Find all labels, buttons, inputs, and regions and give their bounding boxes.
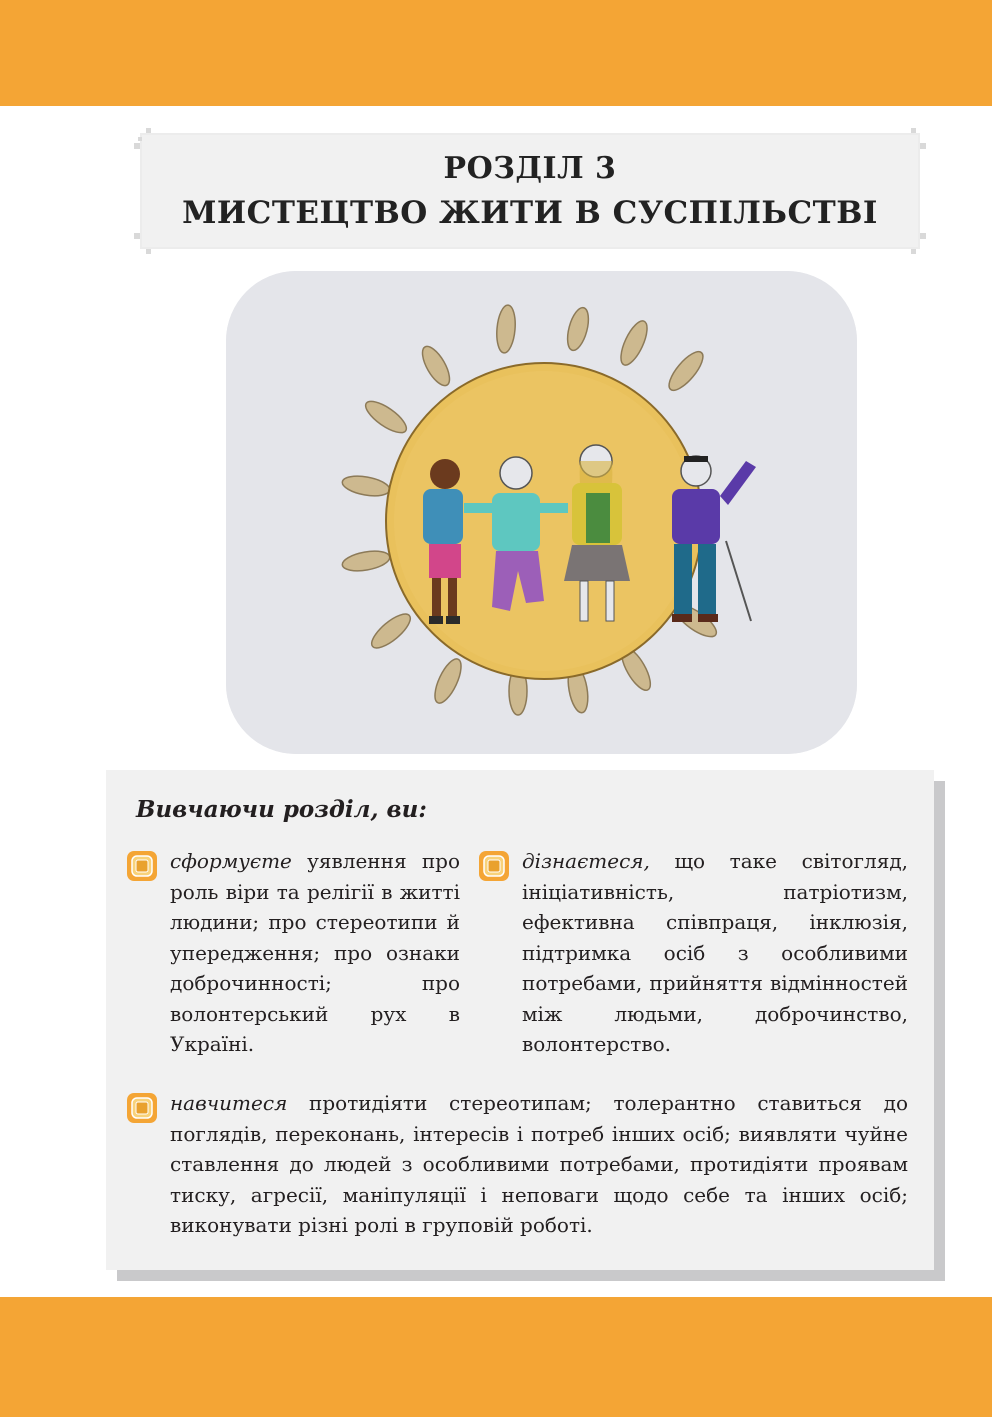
chapter-number: РОЗДІЛ 3 <box>443 151 617 186</box>
objective-item-learn <box>522 846 908 1060</box>
objective-text: протидіяти стереотипам; толерантно ставиться до поглядів, переконань, інтересів і потреб інших осіб; виявляти чуйне ставлення до людей з особливими потребами, протидіяти проявам тиску, агресії, маніпуляції і неповаги щодо себе та інших осіб; виконувати різні ролі в груповій роботі. <box>170 1091 908 1237</box>
objective-verb: дізнаєтеся, <box>522 849 650 873</box>
chapter-title: МИСТЕЦТВО ЖИТИ В СУСПІЛЬСТВІ <box>182 195 878 231</box>
objective-item-form <box>170 846 460 1060</box>
bullet-square-icon <box>478 850 510 882</box>
objective-text: що таке світогляд, ініціативність, патріотизм, ефективна співпраця, інклюзія, підтримка осіб з особливими потребами, прийняття відмінностей між людьми, доброчинство, волонтерство. <box>522 849 908 1056</box>
objective-text: уявлення про роль віри та релігії в житті людини; про стереотипи й упередження; про ознаки доброчинності; про волонтерський рух в Україні. <box>170 849 460 1056</box>
chapter-objectives-panel <box>106 770 934 1270</box>
bottom-orange-band <box>0 1297 992 1417</box>
top-orange-band <box>0 0 992 106</box>
objective-item-skills <box>170 1088 908 1241</box>
children-in-sun-drawing-icon <box>226 271 857 754</box>
chapter-title-plate <box>140 133 920 249</box>
chapter-illustration <box>226 271 857 754</box>
objective-verb: навчитеся <box>170 1091 288 1115</box>
bullet-square-icon <box>126 1092 158 1124</box>
bullet-square-icon <box>126 850 158 882</box>
objective-verb: сформуєте <box>170 849 292 873</box>
objectives-lead: Вивчаючи розділ, ви: <box>136 796 427 823</box>
